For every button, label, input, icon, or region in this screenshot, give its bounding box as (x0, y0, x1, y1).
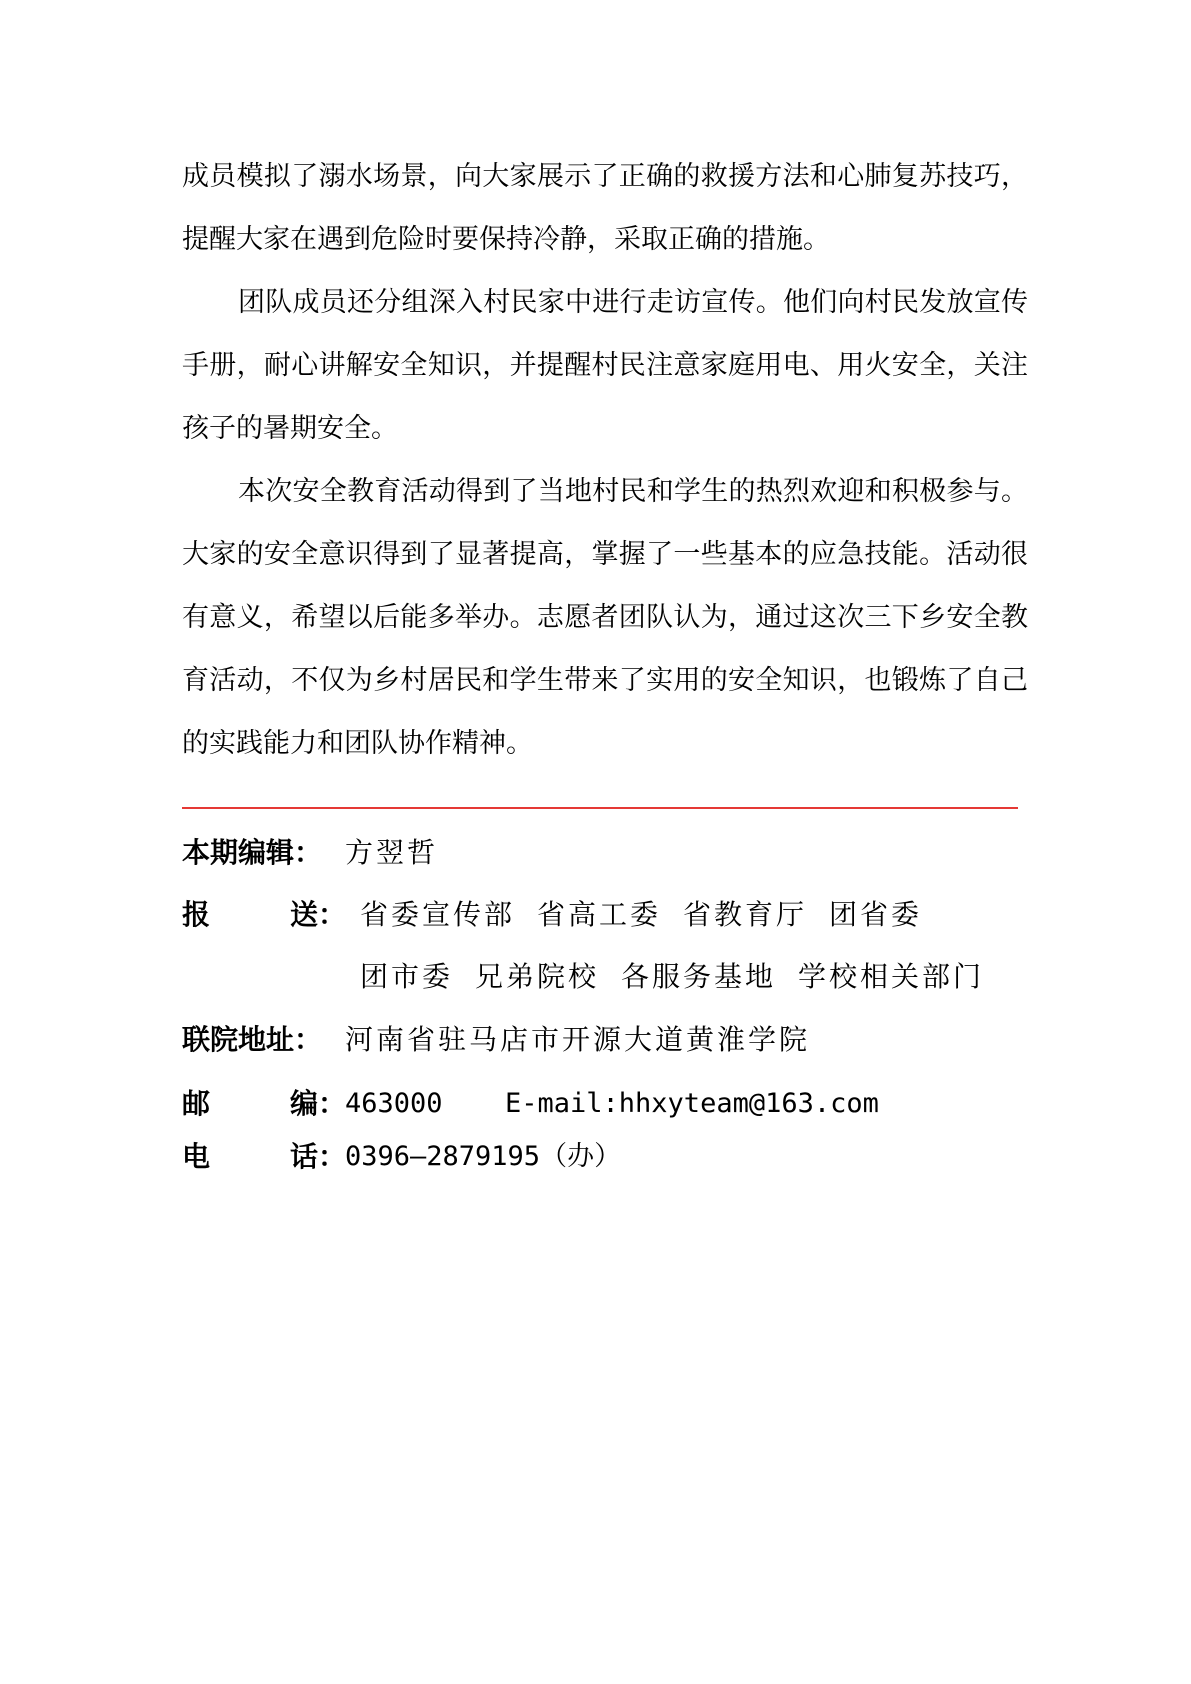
recipient: 省高工委 (537, 898, 662, 931)
recipient: 学校相关部门 (798, 960, 985, 993)
report-recipients-line-1 (360, 895, 944, 935)
report-recipients-line-2 (360, 957, 1006, 997)
recipient: 团市委 (360, 960, 454, 993)
phone-colon: ： (318, 1140, 347, 1173)
recipient: 省教育厅 (683, 898, 808, 931)
zip-label-group (182, 1084, 346, 1124)
phone-value: 0396—2879195（办） (345, 1141, 622, 1172)
email-value[interactable]: E-mail:hhxyteam@163.com (505, 1088, 879, 1119)
report-colon: ： (318, 898, 347, 931)
editor-label-group (182, 833, 322, 873)
editor-colon: ： (294, 836, 323, 869)
address-colon: ： (294, 1023, 323, 1056)
phone-label: 电话 (182, 1140, 318, 1173)
zip-colon: ： (318, 1087, 347, 1120)
body-paragraph-2: 团队成员还分组深入村民家中进行走访宣传。他们向村民发放宣传手册，耐心讲解安全知识，并提醒村民注意家庭用电、用火安全，关注孩子的暑期安全。 (182, 287, 1028, 444)
recipient: 省委宣传部 (360, 898, 516, 931)
address-label: 联院地址 (182, 1023, 295, 1056)
editor-name: 方翌哲 (345, 836, 439, 869)
recipient: 各服务基地 (621, 960, 777, 993)
address-value: 河南省驻马店市开源大道黄淮学院 (345, 1023, 811, 1056)
recipient: 团省委 (829, 898, 923, 931)
zip-label: 邮编 (182, 1087, 318, 1120)
report-label: 报送 (182, 898, 318, 931)
phone-label-group (182, 1137, 346, 1177)
zip-value: 463000 (345, 1088, 443, 1119)
body-paragraph-1: 成员模拟了溺水场景，向大家展示了正确的救援方法和心肺复苏技巧，提醒大家在遇到危险时要保持冷静，采取正确的措施。 (182, 161, 1028, 255)
red-divider-line (182, 807, 1018, 809)
recipient: 兄弟院校 (475, 960, 600, 993)
address-label-group (182, 1020, 322, 1060)
report-label-group (182, 895, 346, 935)
body-paragraph-3: 本次安全教育活动得到了当地村民和学生的热烈欢迎和积极参与。大家的安全意识得到了显著提高，掌握了一些基本的应急技能。活动很有意义，希望以后能多举办。志愿者团队认为，通过这次三下乡安全教育活动，不仅为乡村居民和学生带来了实用的安全知识，也锻炼了自己的实践能力和团队协作精神。 (182, 476, 1028, 759)
editor-label: 本期编辑 (182, 836, 295, 869)
